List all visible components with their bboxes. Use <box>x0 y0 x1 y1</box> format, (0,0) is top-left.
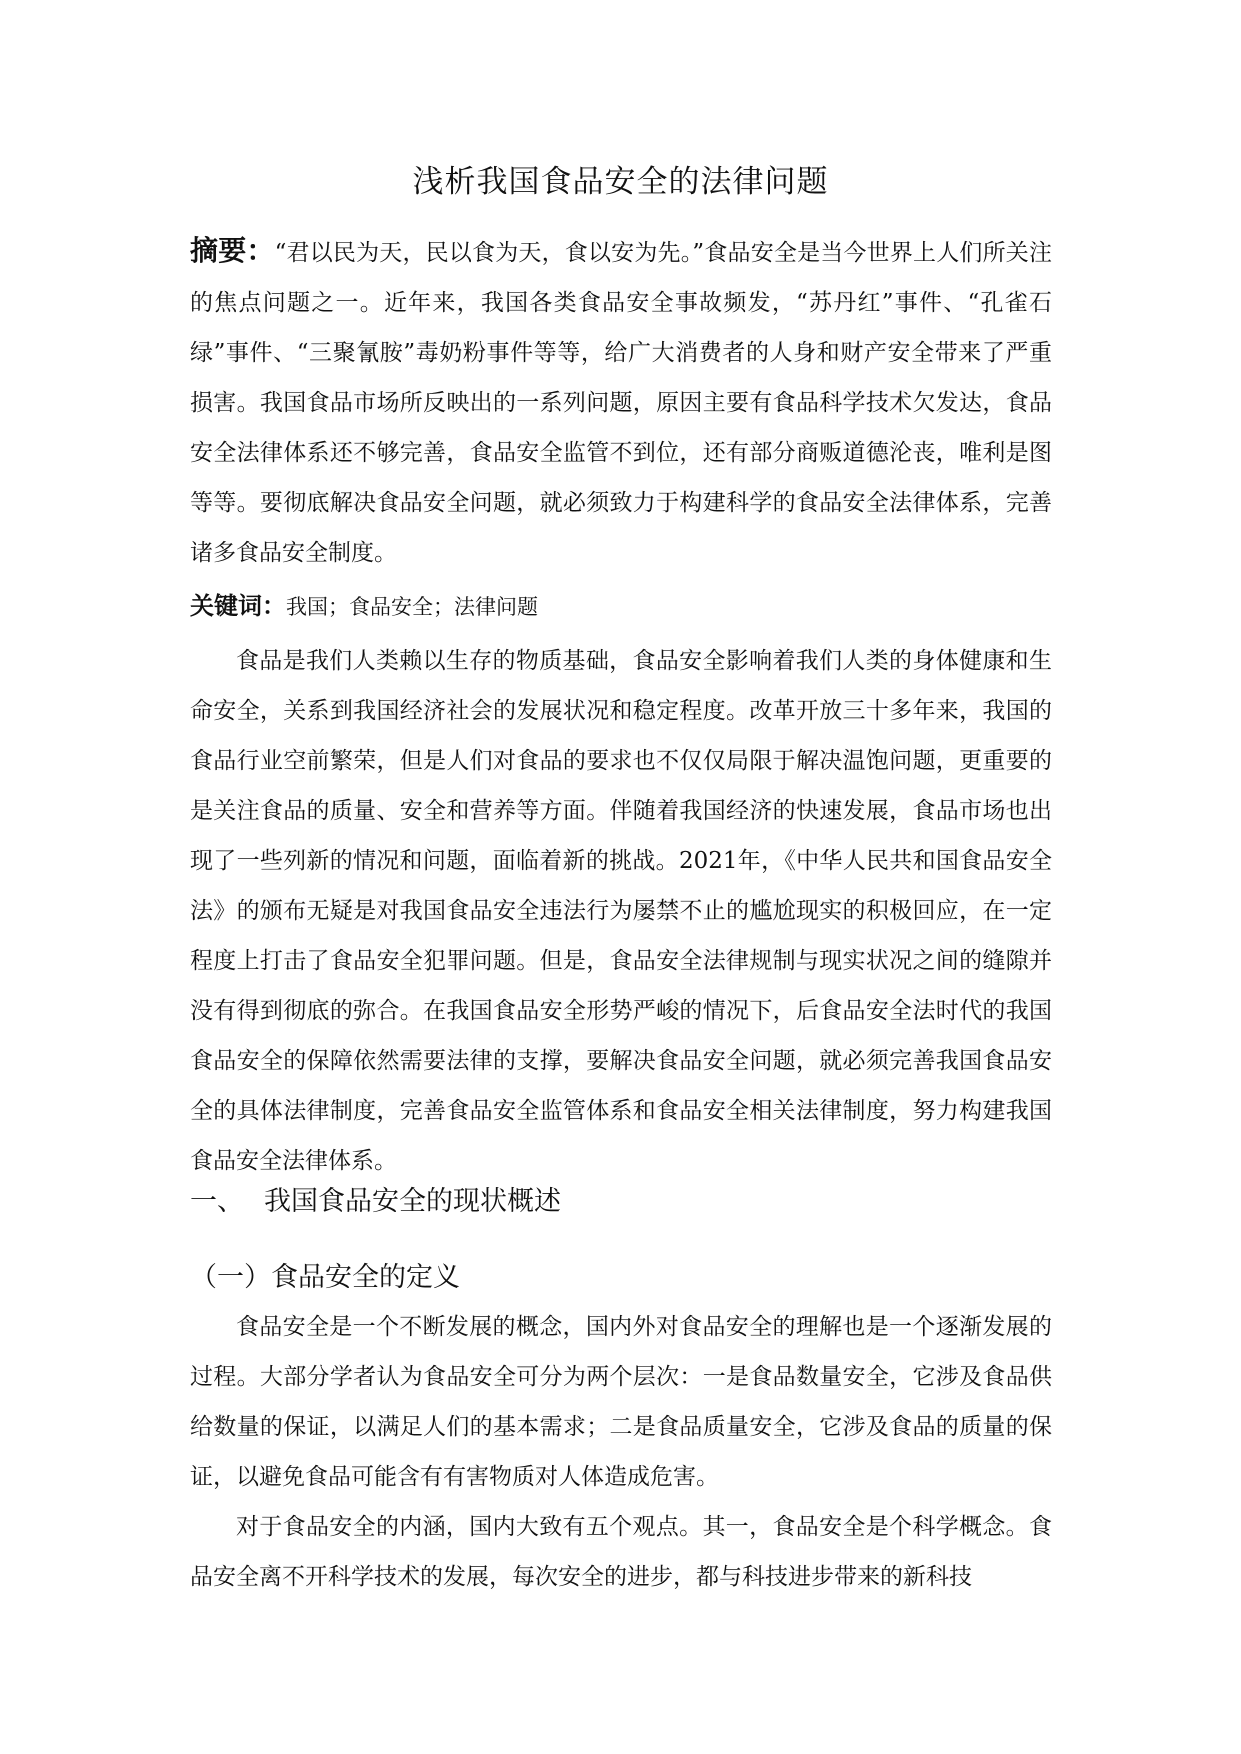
section-title: 我国食品安全的现状概述 <box>264 1186 561 1217</box>
keywords-text: 我国；食品安全；法律问题 <box>286 595 538 619</box>
section-number: 一、 <box>190 1186 244 1217</box>
keywords-line <box>190 581 1052 632</box>
connotation-paragraph: 对于食品安全的内涵，国内大致有五个观点。其一，食品安全是个科学概念。食品安全离不开科学技术的发展，每次安全的进步，都与科技进步带来的新科技 <box>190 1514 1052 1590</box>
keywords-label: 关键词： <box>190 592 286 620</box>
abstract-text: “君以民为天，民以食为天，食以安为先。”食品安全是当今世界上人们所关注的焦点问题之一。近年来，我国各类食品安全事故频发，“苏丹红”事件、“孔雀石绿”事件、“三聚氰胺”毒奶粉事件等等，给广大消费者的人身和财产安全带来了严重损害。我国食品市场所反映出的一系列问题，原因主要有食品科学技术欠发达，食品安全法律体系还不够完善，食品安全监管不到位，还有部分商贩道德沦丧，唯利是图等等。要彻底解决食品安全问题，就必须致力于构建科学的食品安全法律体系，完善诸多食品安全制度。 <box>190 240 1052 566</box>
section-heading <box>190 1180 561 1224</box>
abstract-paragraph <box>190 226 1052 578</box>
intro-paragraph: 食品是我们人类赖以生存的物质基础，食品安全影响着我们人类的身体健康和生命安全，关系到我国经济社会的发展状况和稳定程度。改革开放三十多年来，我国的食品行业空前繁荣，但是人们对食品的要求也不仅仅局限于解决温饱问题，更重要的是关注食品的质量、安全和营养等方面。伴随着我国经济的快速发展，食品市场也出现了一些列新的情况和问题，面临着新的挑战。2021年，《中华人民共和国食品安全法》的颁布无疑是对我国食品安全违法行为屡禁不止的尴尬现实的积极回应，在一定程度上打击了食品安全犯罪问题。但是，食品安全法律规制与现实状况之间的缝隙并没有得到彻底的弥合。在我国食品安全形势严峻的情况下，后食品安全法时代的我国食品安全的保障依然需要法律的支撑，要解决食品安全问题，就必须完善我国食品安全的具体法律制度，完善食品安全监管体系和食品安全相关法律制度，努力构建我国食品安全法律体系。 <box>190 648 1052 1174</box>
abstract-label: 摘要： <box>190 234 275 267</box>
definition-paragraph: 食品安全是一个不断发展的概念，国内外对食品安全的理解也是一个逐渐发展的过程。大部分学者认为食品安全可分为两个层次：一是食品数量安全，它涉及食品供给数量的保证，以满足人们的基本需求；二是食品质量安全，它涉及食品的质量的保证，以避免食品可能含有有害物质对人体造成危害。 <box>190 1314 1052 1490</box>
document-title: 浅析我国食品安全的法律问题 <box>412 164 829 200</box>
subsection-heading: （一）食品安全的定义 <box>190 1262 460 1293</box>
